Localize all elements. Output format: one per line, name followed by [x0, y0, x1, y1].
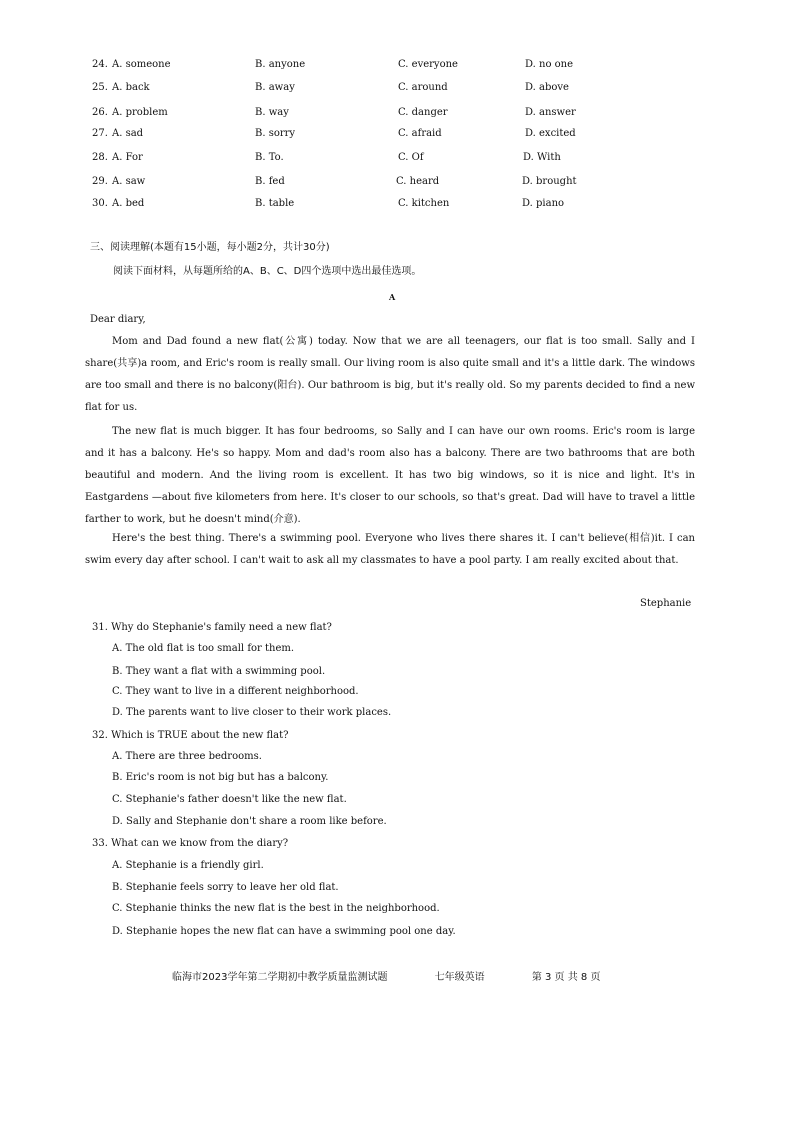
option-a: A. problem [112, 107, 168, 118]
answer-option: B. Eric's room is not big but has a balcony. [112, 772, 329, 783]
answer-option: D. Sally and Stephanie don't share a room like before. [112, 816, 387, 827]
option-a: A. someone [112, 59, 171, 70]
option-c: C. danger [398, 107, 448, 118]
question-number: 30. [92, 198, 108, 209]
question-number: 26. [92, 107, 108, 118]
option-b: B. away [255, 82, 295, 93]
option-c: C. kitchen [398, 198, 450, 209]
question-number: 27. [92, 128, 108, 139]
section-title: 三、阅读理解(本题有15小题，每小题2分，共计30分) [90, 242, 330, 253]
question-number: 25. [92, 82, 108, 93]
answer-option: D. The parents want to live closer to their work places. [112, 707, 392, 718]
option-row [0, 198, 793, 212]
option-row [0, 82, 793, 96]
option-d: D. answer [525, 107, 576, 118]
option-d: D. With [523, 152, 561, 163]
option-d: D. excited [525, 128, 576, 139]
option-d: D. no one [525, 59, 574, 70]
question-stem: 31. Why do Stephanie's family need a new flat? [92, 622, 332, 633]
option-d: D. above [525, 82, 569, 93]
option-row [0, 59, 793, 73]
option-b: B. fed [255, 176, 285, 187]
option-c: C. heard [396, 176, 440, 187]
answer-option: C. Stephanie thinks the new flat is the best in the neighborhood. [112, 903, 440, 914]
answer-option: A. The old flat is too small for them. [112, 643, 295, 654]
diary-paragraph: The new flat is much bigger. It has four bedrooms, so Sally and I can have our own rooms. Eric's room is large and it has a balcony. He's so happy. Mom and dad's room also has a balcony. There are two bathrooms that are both beautiful and modern. And the living room is excellent. It has two big windows, so it is nice and light. It's in Eastgardens —about five kilometers from here. It's closer to our schools, so that's great. Dad will have to travel a little farther to work, but he doesn't mind(介意). [85, 426, 695, 525]
option-row [0, 128, 793, 142]
page-number: 第 3 页 共 8 页 [531, 972, 601, 983]
option-b: B. table [255, 198, 295, 209]
option-a: A. saw [112, 176, 146, 187]
question-number: 28. [92, 152, 108, 163]
answer-option: C. They want to live in a different neighborhood. [112, 686, 359, 697]
option-d: D. piano [522, 198, 565, 209]
option-d: D. brought [522, 176, 577, 187]
answer-option: A. Stephanie is a friendly girl. [112, 860, 264, 871]
option-b: B. To. [255, 152, 284, 163]
option-c: C. around [398, 82, 448, 93]
question-number: 29. [92, 176, 108, 187]
option-c: C. everyone [398, 59, 458, 70]
exam-title: 临海市2023学年第二学期初中教学质量监测试题 [172, 972, 388, 983]
question-number: 24. [92, 59, 108, 70]
option-a: A. sad [112, 128, 144, 139]
answer-option: B. Stephanie feels sorry to leave her old flat. [112, 882, 339, 893]
question-stem: 33. What can we know from the diary? [92, 838, 289, 849]
section-instruction: 阅读下面材料，从每题所给的A、B、C、D四个选项中选出最佳选项。 [113, 266, 422, 277]
diary-greeting: Dear diary, [90, 314, 146, 325]
option-c: C. afraid [398, 128, 442, 139]
option-b: B. sorry [255, 128, 296, 139]
option-row [0, 107, 793, 121]
option-a: A. For [112, 152, 143, 163]
option-a: A. back [112, 82, 150, 93]
answer-option: B. They want a flat with a swimming pool. [112, 666, 326, 677]
passage-label: A [389, 292, 396, 302]
option-b: B. anyone [255, 59, 306, 70]
subject-label: 七年级英语 [434, 972, 485, 983]
answer-option: A. There are three bedrooms. [112, 751, 262, 762]
answer-option: D. Stephanie hopes the new flat can have a swimming pool one day. [112, 926, 456, 937]
option-row [0, 152, 793, 166]
diary-signature: Stephanie [640, 598, 692, 609]
option-c: C. Of [398, 152, 424, 163]
diary-paragraph: Mom and Dad found a new flat(公寓) today. Now that we are all teenagers, our flat is too small. Sally and I share(共享)a room, and Eric's room is really small. Our living room is also quite small and it's a little dark. The windows are too small and there is no balcony(阳台). Our bathroom is big, but it's really old. So my parents decided to find a new flat for us. [85, 336, 695, 413]
page-footer [172, 968, 600, 983]
answer-option: C. Stephanie's father doesn't like the new flat. [112, 794, 347, 805]
option-b: B. way [255, 107, 289, 118]
diary-paragraph: Here's the best thing. There's a swimming pool. Everyone who lives there shares it. I can't believe(相信)it. I can swim every day after school. I can't wait to ask all my classmates to have a pool party. I am really excited about that. [85, 533, 695, 566]
option-row [0, 176, 793, 190]
question-stem: 32. Which is TRUE about the new flat? [92, 730, 289, 741]
option-a: A. bed [112, 198, 145, 209]
